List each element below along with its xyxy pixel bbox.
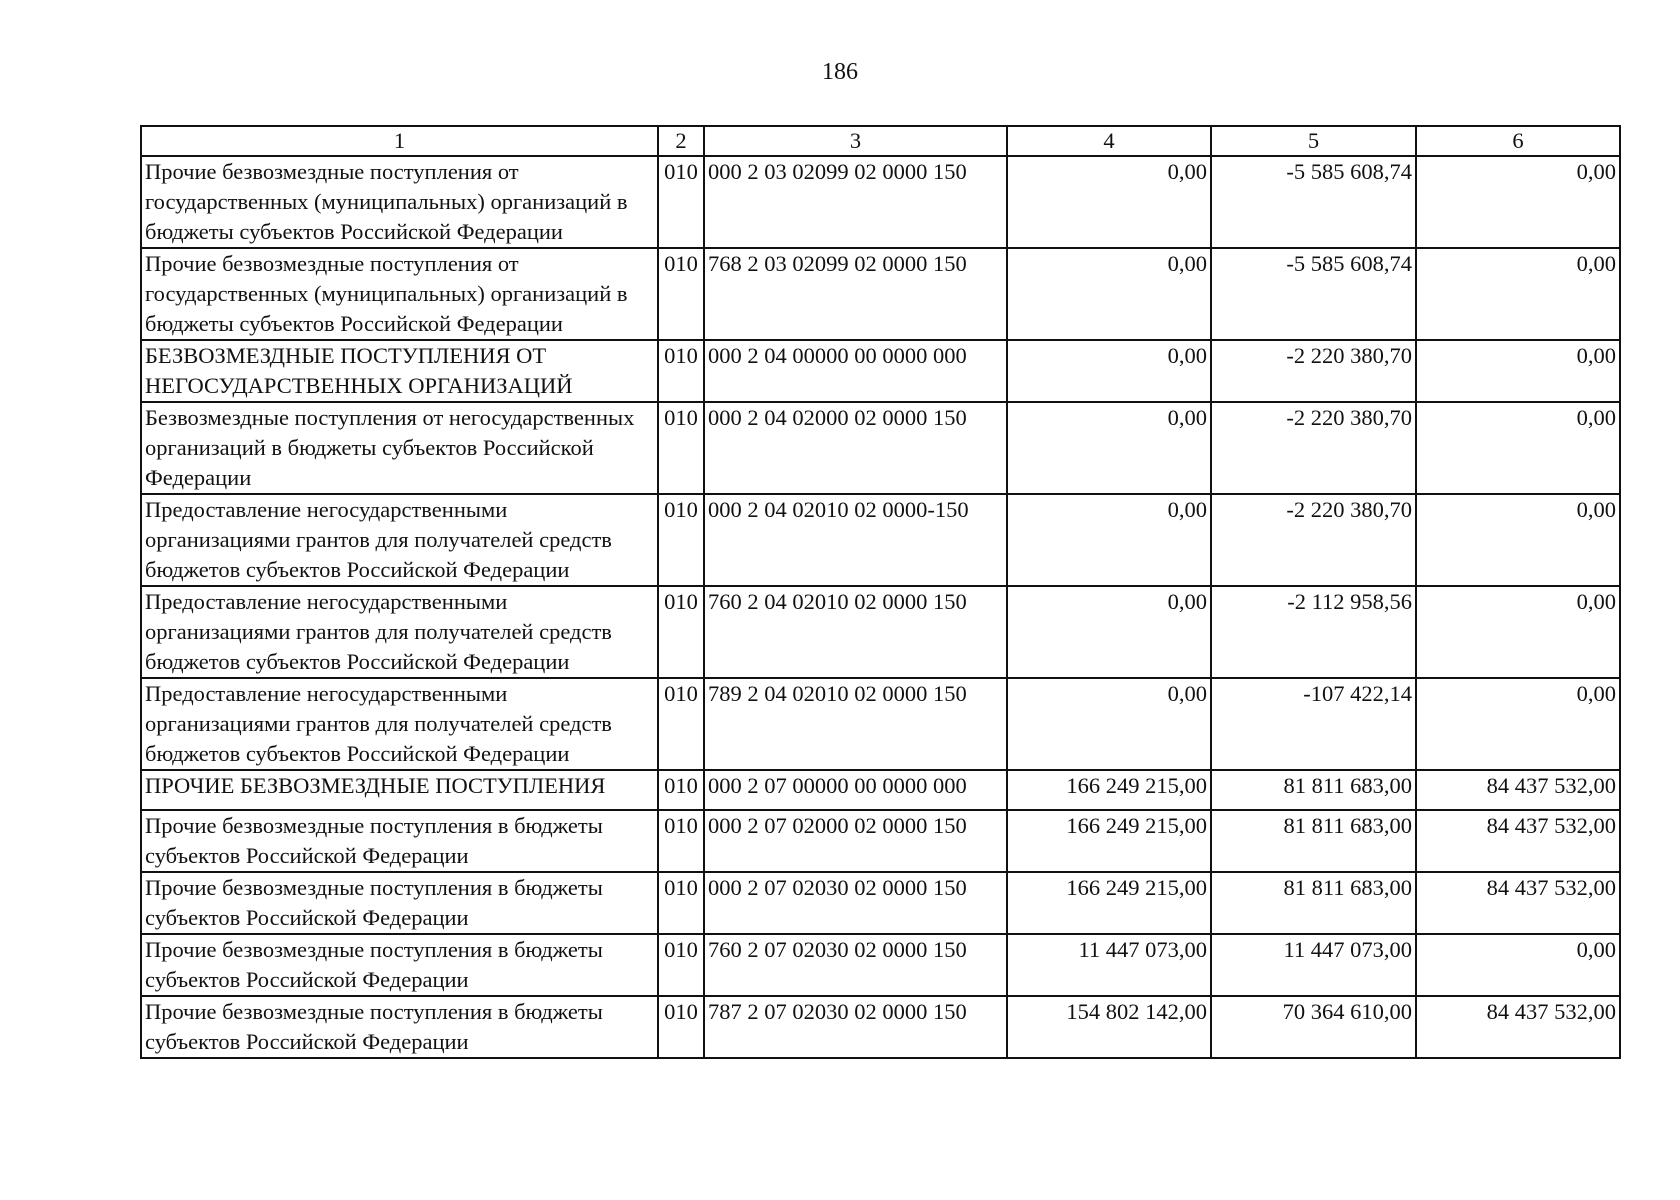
row-value-col-5: 81 811 683,00	[1211, 872, 1416, 934]
row-budget-code: 000 2 03 02099 02 0000 150	[704, 156, 1007, 248]
row-value-col-6: 0,00	[1416, 340, 1620, 402]
row-admin-code: 010	[658, 810, 704, 872]
row-admin-code: 010	[658, 934, 704, 996]
header-col-2: 2	[658, 126, 704, 156]
row-value-col-5: -2 220 380,70	[1211, 402, 1416, 494]
table-row	[141, 156, 1620, 248]
header-col-6: 6	[1416, 126, 1620, 156]
row-budget-code: 760 2 07 02030 02 0000 150	[704, 934, 1007, 996]
row-admin-code: 010	[658, 340, 704, 402]
row-value-col-6: 0,00	[1416, 494, 1620, 586]
row-budget-code: 787 2 07 02030 02 0000 150	[704, 996, 1007, 1058]
row-name: Безвозмездные поступления от негосударственных организаций в бюджеты субъектов Российской Федерации	[141, 402, 658, 494]
row-value-col-6: 0,00	[1416, 402, 1620, 494]
row-admin-code: 010	[658, 248, 704, 340]
budget-table	[140, 125, 1621, 1059]
row-budget-code: 000 2 04 02010 02 0000-150	[704, 494, 1007, 586]
table-header	[141, 126, 1620, 156]
row-name: Прочие безвозмездные поступления в бюджеты субъектов Российской Федерации	[141, 934, 658, 996]
row-value-col-4: 166 249 215,00	[1007, 770, 1211, 810]
row-admin-code: 010	[658, 494, 704, 586]
table-row	[141, 402, 1620, 494]
row-admin-code: 010	[658, 586, 704, 678]
row-name: Предоставление негосударственными организациями грантов для получателей средств бюджетов субъектов Российской Федерации	[141, 494, 658, 586]
row-name: Прочие безвозмездные поступления от государственных (муниципальных) организаций в бюджеты субъектов Российской Федерации	[141, 156, 658, 248]
table-row	[141, 872, 1620, 934]
row-value-col-6: 0,00	[1416, 586, 1620, 678]
row-value-col-4: 0,00	[1007, 494, 1211, 586]
header-col-5: 5	[1211, 126, 1416, 156]
table-row	[141, 248, 1620, 340]
row-name: Прочие безвозмездные поступления от государственных (муниципальных) организаций в бюджеты субъектов Российской Федерации	[141, 248, 658, 340]
table-row	[141, 678, 1620, 770]
row-admin-code: 010	[658, 402, 704, 494]
row-name: БЕЗВОЗМЕЗДНЫЕ ПОСТУПЛЕНИЯ ОТ НЕГОСУДАРСТВЕННЫХ ОРГАНИЗАЦИЙ	[141, 340, 658, 402]
table-row	[141, 934, 1620, 996]
row-value-col-5: 81 811 683,00	[1211, 810, 1416, 872]
row-value-col-6: 84 437 532,00	[1416, 996, 1620, 1058]
table-row	[141, 770, 1620, 810]
row-admin-code: 010	[658, 770, 704, 810]
row-value-col-5: -107 422,14	[1211, 678, 1416, 770]
row-budget-code: 789 2 04 02010 02 0000 150	[704, 678, 1007, 770]
row-value-col-6: 0,00	[1416, 678, 1620, 770]
header-col-3: 3	[704, 126, 1007, 156]
row-value-col-6: 0,00	[1416, 248, 1620, 340]
row-admin-code: 010	[658, 996, 704, 1058]
table-row	[141, 494, 1620, 586]
row-name: Прочие безвозмездные поступления в бюджеты субъектов Российской Федерации	[141, 872, 658, 934]
row-budget-code: 000 2 04 02000 02 0000 150	[704, 402, 1007, 494]
row-name: ПРОЧИЕ БЕЗВОЗМЕЗДНЫЕ ПОСТУПЛЕНИЯ	[141, 770, 658, 810]
row-admin-code: 010	[658, 872, 704, 934]
header-row	[141, 126, 1620, 156]
row-value-col-4: 0,00	[1007, 678, 1211, 770]
row-value-col-4: 0,00	[1007, 248, 1211, 340]
row-value-col-4: 0,00	[1007, 402, 1211, 494]
row-value-col-6: 0,00	[1416, 156, 1620, 248]
row-value-col-6: 84 437 532,00	[1416, 770, 1620, 810]
table-row	[141, 586, 1620, 678]
row-value-col-4: 154 802 142,00	[1007, 996, 1211, 1058]
row-value-col-6: 84 437 532,00	[1416, 810, 1620, 872]
row-value-col-4: 0,00	[1007, 586, 1211, 678]
row-budget-code: 768 2 03 02099 02 0000 150	[704, 248, 1007, 340]
row-value-col-4: 0,00	[1007, 156, 1211, 248]
row-name: Прочие безвозмездные поступления в бюджеты субъектов Российской Федерации	[141, 996, 658, 1058]
row-budget-code: 000 2 04 00000 00 0000 000	[704, 340, 1007, 402]
row-name: Предоставление негосударственными организациями грантов для получателей средств бюджетов субъектов Российской Федерации	[141, 678, 658, 770]
row-admin-code: 010	[658, 156, 704, 248]
row-value-col-5: -2 112 958,56	[1211, 586, 1416, 678]
row-budget-code: 000 2 07 00000 00 0000 000	[704, 770, 1007, 810]
row-budget-code: 000 2 07 02000 02 0000 150	[704, 810, 1007, 872]
header-col-4: 4	[1007, 126, 1211, 156]
row-value-col-5: -5 585 608,74	[1211, 248, 1416, 340]
row-value-col-6: 0,00	[1416, 934, 1620, 996]
row-name: Предоставление негосударственными организациями грантов для получателей средств бюджетов субъектов Российской Федерации	[141, 586, 658, 678]
row-value-col-4: 0,00	[1007, 340, 1211, 402]
row-value-col-6: 84 437 532,00	[1416, 872, 1620, 934]
row-admin-code: 010	[658, 678, 704, 770]
row-value-col-5: 81 811 683,00	[1211, 770, 1416, 810]
table-row	[141, 340, 1620, 402]
table-row	[141, 996, 1620, 1058]
row-value-col-5: 11 447 073,00	[1211, 934, 1416, 996]
table-row	[141, 810, 1620, 872]
row-budget-code: 000 2 07 02030 02 0000 150	[704, 872, 1007, 934]
row-value-col-4: 166 249 215,00	[1007, 810, 1211, 872]
header-col-1: 1	[141, 126, 658, 156]
row-value-col-5: -5 585 608,74	[1211, 156, 1416, 248]
row-value-col-5: 70 364 610,00	[1211, 996, 1416, 1058]
page-number: 186	[822, 59, 858, 85]
row-value-col-4: 166 249 215,00	[1007, 872, 1211, 934]
row-value-col-4: 11 447 073,00	[1007, 934, 1211, 996]
row-name: Прочие безвозмездные поступления в бюджеты субъектов Российской Федерации	[141, 810, 658, 872]
row-value-col-5: -2 220 380,70	[1211, 340, 1416, 402]
row-budget-code: 760 2 04 02010 02 0000 150	[704, 586, 1007, 678]
table-body	[141, 156, 1620, 1058]
row-value-col-5: -2 220 380,70	[1211, 494, 1416, 586]
